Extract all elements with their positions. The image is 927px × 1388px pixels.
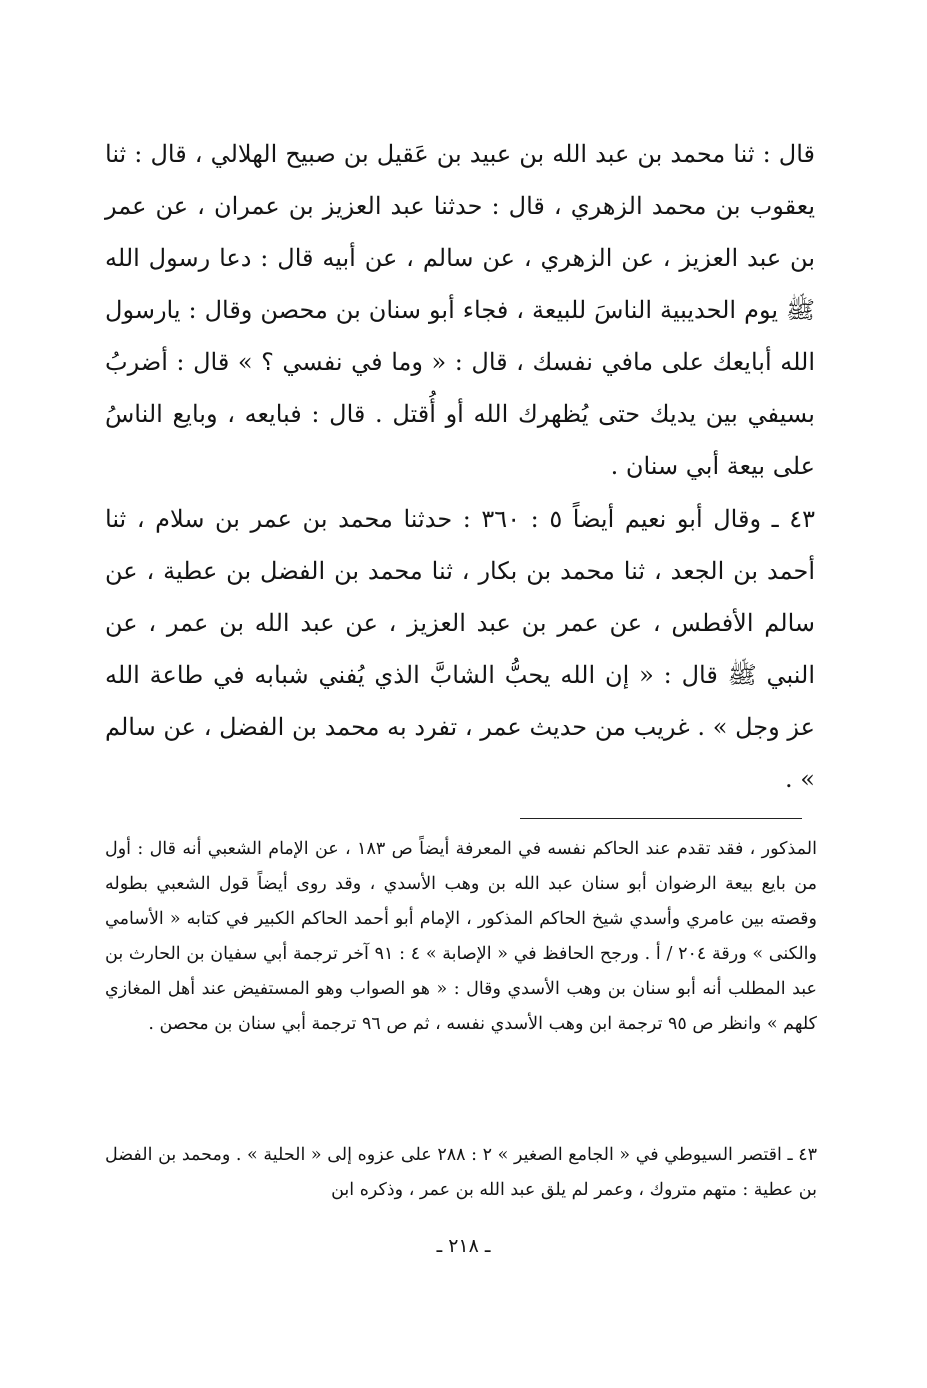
footnote-divider — [520, 818, 802, 819]
main-paragraph-1 — [105, 128, 815, 492]
footnote-1 — [105, 832, 817, 1042]
footnote-text: ٤٣ ـ اقتصر السيوطي في « الجامع الصغير » ٢ : ٢٨٨ على عزوه إلى « الحلية » . ومحمد بن الفضل بن عطية : متهم متروك ، وعمر لم يلق عبد الله بن عمر ، وذكره ابن — [105, 1145, 817, 1200]
footnote-text: المذكور ، فقد تقدم عند الحاكم نفسه في المعرفة أيضاً ص ١٨٣ ، عن الإمام الشعبي أنه قال : أول من بايع بيعة الرضوان أبو سنان عبد الله بن وهب الأسدي ، وقد روى أيضاً قول الشعبي بطوله وقصته بين عامري وأسدي شيخ الحاكم المذكور ، الإمام أبو أحمد الحاكم الكبير في كتابه « الأسامي والكنى » ورقة ٢٠٤ / أ . ورجح الحافظ في « الإصابة » ٤ : ٩١ آخر ترجمة أبي سفيان بن الحارث بن عبد المطلب أنه أبو سنان بن وهب الأسدي وقال : « هو الصواب وهو المستفيض عند أهل المغازي كلهم » وانظر ص ٩٥ ترجمة ابن وهب الأسدي نفسه ، ثم ص ٩٦ ترجمة أبي سنان بن محصن . — [105, 839, 817, 1034]
main-paragraph-2 — [105, 493, 815, 805]
paragraph-text: ٤٣ ـ وقال أبو نعيم أيضاً ٥ : ٣٦٠ : حدثنا محمد بن عمر بن سلام ، ثنا أحمد بن الجعد ، ثنا محمد بن بكار ، ثنا محمد بن الفضل بن عطية ، عن سالم الأفطس ، عن عمر بن عبد العزيز ، عن عبد الله بن عمر ، عن النبي ﷺ قال : « إن الله يحبُّ الشابَّ الذي يُفني شبابه في طاعة الله عز وجل » . غريب من حديث عمر ، تفرد به محمد بن الفضل ، عن سالم » . — [105, 505, 816, 793]
paragraph-text: قال : ثنا محمد بن عبد الله بن عبيد بن عَقيل بن صبيح الهلالي ، قال : ثنا يعقوب بن محمد الزهري ، قال : حدثنا عبد العزيز بن عمران ، عن عمر بن عبد العزيز ، عن الزهري ، عن سالم ، عن أبيه قال : دعا رسول الله ﷺ يوم الحديبية الناسَ للبيعة ، فجاء أبو سنان بن محصن وقال : يارسول الله أبايعك على مافي نفسك ، قال : « وما في نفسي ؟ » قال : أضربُ بسيفي بين يديك حتى يُظهرك الله أو أُقتل . قال : فبايعه ، وبايع الناسُ على بيعة أبي سنان . — [105, 140, 816, 480]
footnote-2 — [105, 1138, 817, 1208]
page-number: ـ ٢١٨ ـ — [436, 1235, 491, 1257]
